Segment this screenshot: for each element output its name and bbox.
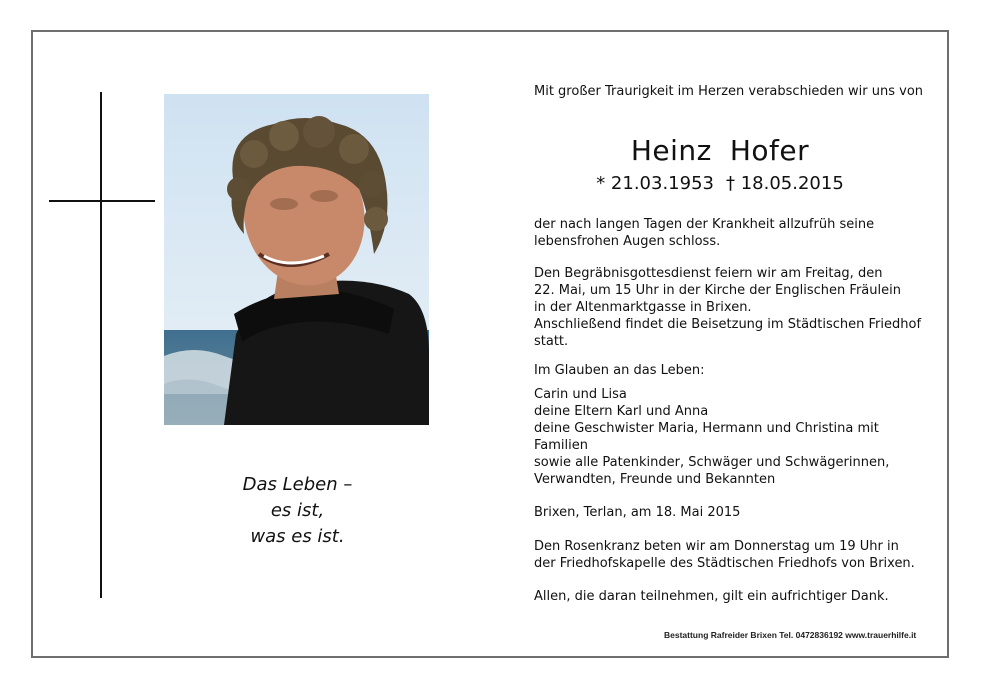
faith-line — [534, 362, 705, 379]
text-line: lebensfrohen Augen schloss. — [534, 234, 721, 249]
thanks-line — [534, 588, 889, 605]
text-line: Im Glauben an das Leben: — [534, 363, 705, 378]
text-line: Den Rosenkranz beten wir am Donnerstag um 19 Uhr in — [534, 539, 899, 554]
funeral-home-footer: Bestattung Rafreider Brixen Tel. 0472836192 www.trauerhilfe.it — [664, 630, 917, 640]
text-line: statt. — [534, 334, 569, 349]
quote-line: was es ist. — [250, 526, 345, 547]
portrait-photo — [164, 94, 429, 425]
mourner-line: deine Eltern Karl und Anna — [534, 404, 709, 419]
intro-text: Mit großer Traurigkeit im Herzen verabschieden wir uns von — [534, 84, 924, 99]
birth-date: * 21.03.1953 — [596, 173, 714, 194]
life-dates — [560, 173, 880, 194]
death-date: † 18.05.2015 — [726, 173, 844, 194]
text-line: Allen, die daran teilnehmen, gilt ein aufrichtiger Dank. — [534, 589, 889, 604]
cross-horizontal-bar — [49, 200, 155, 202]
text-line: Anschließend findet die Beisetzung im Städtischen Friedhof — [534, 317, 922, 332]
place-date — [534, 504, 740, 521]
funeral-paragraph — [534, 265, 921, 350]
passing-paragraph — [534, 216, 874, 250]
text-line: in der Altenmarktgasse in Brixen. — [534, 300, 752, 315]
mourner-line: Carin und Lisa — [534, 387, 627, 402]
mourner-line: Verwandten, Freunde und Bekannten — [534, 472, 776, 487]
text-line: Brixen, Terlan, am 18. Mai 2015 — [534, 505, 741, 520]
text-line: der nach langen Tagen der Krankheit allzufrüh seine — [534, 217, 875, 232]
rosary-paragraph — [534, 538, 915, 572]
mourners-list — [534, 386, 889, 488]
deceased-name — [560, 134, 880, 167]
text-line: der Friedhofskapelle des Städtischen Friedhofs von Brixen. — [534, 556, 915, 571]
mourner-line: sowie alle Patenkinder, Schwäger und Schwägerinnen, — [534, 455, 890, 470]
mourner-line: Familien — [534, 438, 588, 453]
text-line: Den Begräbnisgottesdienst feiern wir am Freitag, den — [534, 266, 883, 281]
text-line: 22. Mai, um 15 Uhr in der Kirche der Englischen Fräulein — [534, 283, 901, 298]
cross-vertical-bar — [100, 92, 102, 598]
quote-line: Das Leben – — [242, 474, 353, 495]
mourner-line: deine Geschwister Maria, Hermann und Christina mit — [534, 421, 879, 436]
quote-line: es ist, — [270, 500, 325, 521]
first-name: Heinz — [630, 134, 712, 167]
last-name: Hofer — [729, 134, 810, 167]
quote — [205, 472, 390, 550]
